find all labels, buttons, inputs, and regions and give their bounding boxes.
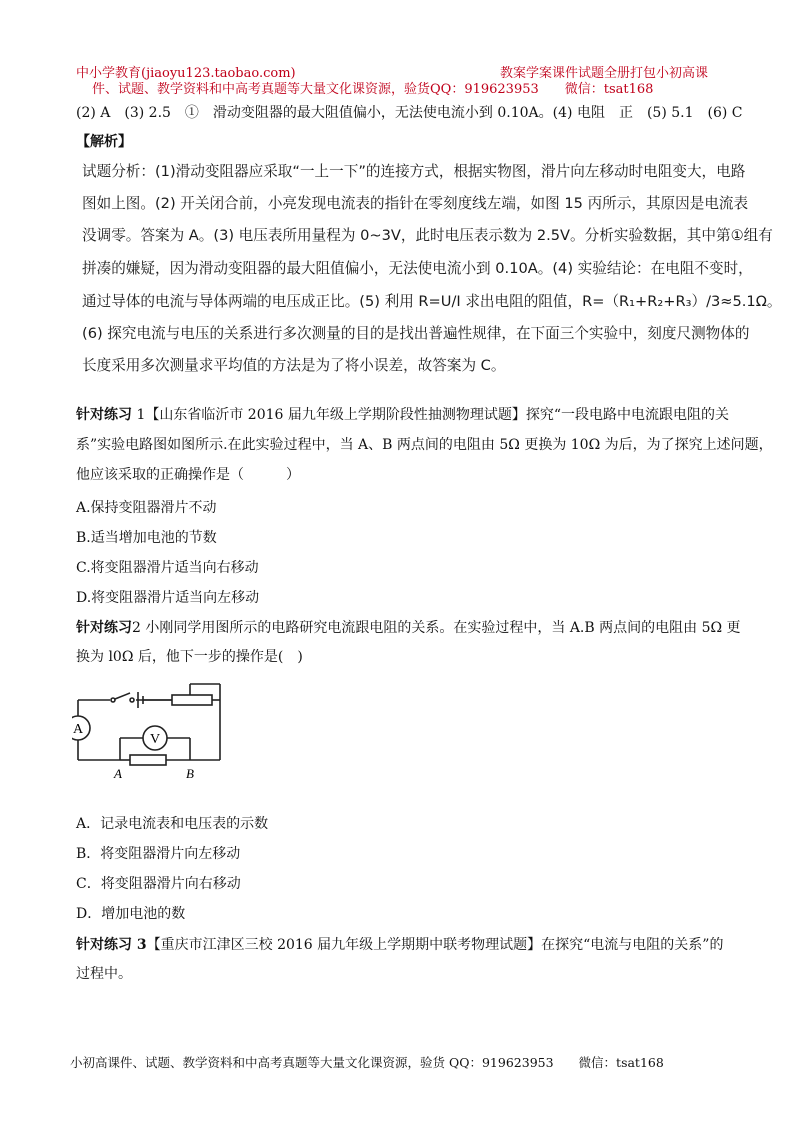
analysis-line: 试题分析：(1)滑动变阻器应采取“一上一下”的连接方式，根据实物图，滑片向左移动时电阻变大，电路 (82, 163, 746, 180)
practice2-line1 (76, 617, 741, 637)
analysis-line: 拼凑的嫌疑，因为滑动变阻器的最大阻值偏小，无法使电流小到 0.10A。(4) 实验结论：在电阻不变时， (82, 260, 753, 277)
practice2-line2: 换为 l0Ω 后，他下一步的操作是( ) (76, 649, 303, 665)
practice2-option-c: C．将变阻器滑片向右移动 (76, 876, 241, 892)
analysis-line: (6) 探究电流与电压的关系进行多次测量的目的是找出普遍性规律，在下面三个实验中，刻度尺测物体的 (82, 325, 750, 342)
practice3-text: 【重庆市江津区三校 2016 届九年级上学期期中联考物理试题】在探究“电流与电阻的关系”的 (146, 937, 724, 953)
practice1-text: 【山东省临沂市 2016 届九年级上学期阶段性抽测物理试题】探究“一段电路中电流跟电阻的关 (145, 407, 730, 423)
practice1-line3: 他应该采取的正确操作是（ ） (76, 467, 300, 483)
practice2-option-a: A．记录电流表和电压表的示数 (76, 816, 269, 832)
point-a-label: A (114, 766, 122, 781)
practice1-option-d: D.将变阻器滑片适当向左移动 (76, 590, 260, 606)
practice1-label: 针对练习 (76, 407, 132, 423)
analysis-line: 图如上图。(2) 开关闭合前，小亮发现电流表的指针在零刻度线左端，如图 15 丙所示，其原因是电流表 (82, 195, 749, 212)
practice2-number: 2 (132, 620, 141, 636)
answer-line: (2) A (3) 2.5 ① 滑动变阻器的最大阻值偏小，无法使电流小到 0.10A。(4) 电阻 正 (5) 5.1 (6) C (76, 105, 743, 121)
analysis-line: 没调零。答案为 A。(3) 电压表所用量程为 0~3V，此时电压表示数为 2.5V。分析实验数据，其中第①组有 (82, 227, 773, 244)
ammeter-label: A (72, 722, 84, 737)
analysis-line: 通过导体的电流与导体两端的电压成正比。(5) 利用 R=U/I 求出电阻的阻值，R=（R₁+R₂+R₃）/3≈5.1Ω。 (82, 293, 782, 310)
voltmeter-label: V (149, 732, 161, 747)
practice1-number: 1 (132, 407, 146, 423)
header-ad-line1: 教案学案课件试题全册打包小初高课 (500, 66, 709, 81)
header-shop-name: 中小学教育(jiaoyu123.taobao.com) (76, 66, 296, 81)
header-ad-line2: 件、试题、教学资料和中高考真题等大量文化课资源，验货QQ：919623953 微信：tsat168 (92, 82, 654, 97)
practice3-line2: 过程中。 (76, 966, 132, 982)
page-footer: 小初高课件、试题、教学资料和中高考真题等大量文化课资源，验货 QQ：919623953 微信：tsat168 (70, 1055, 664, 1070)
practice2-option-b: B．将变阻器滑片向左移动 (76, 846, 241, 862)
practice1-line1 (76, 404, 729, 424)
practice1-option-a: A.保持变阻器滑片不动 (76, 500, 217, 516)
practice1-line2: 系”实验电路图如图所示.在此实验过程中，当 A、B 两点间的电阻由 5Ω 更换为 10Ω 为后，为了探究上述问题， (76, 437, 773, 453)
analysis-title: 【解析】 (76, 134, 132, 150)
point-b-label: B (186, 766, 194, 781)
analysis-line: 长度采用多次测量求平均值的方法是为了将小误差，故答案为 C。 (82, 357, 506, 374)
circuit-diagram (72, 672, 232, 782)
practice1-option-c: C.将变阻器滑片适当向右移动 (76, 560, 259, 576)
practice2-label: 针对练习 (76, 620, 132, 636)
practice2-option-d: D．增加电池的数 (76, 906, 186, 922)
practice1-option-b: B.适当增加电池的节数 (76, 530, 217, 546)
practice3-line1 (76, 934, 723, 954)
practice3-label: 针对练习 3 (76, 937, 147, 953)
practice2-text: 小刚同学用图所示的电路研究电流跟电阻的关系。在实验过程中，当 A.B 两点间的电阻由 5Ω 更 (140, 620, 741, 636)
